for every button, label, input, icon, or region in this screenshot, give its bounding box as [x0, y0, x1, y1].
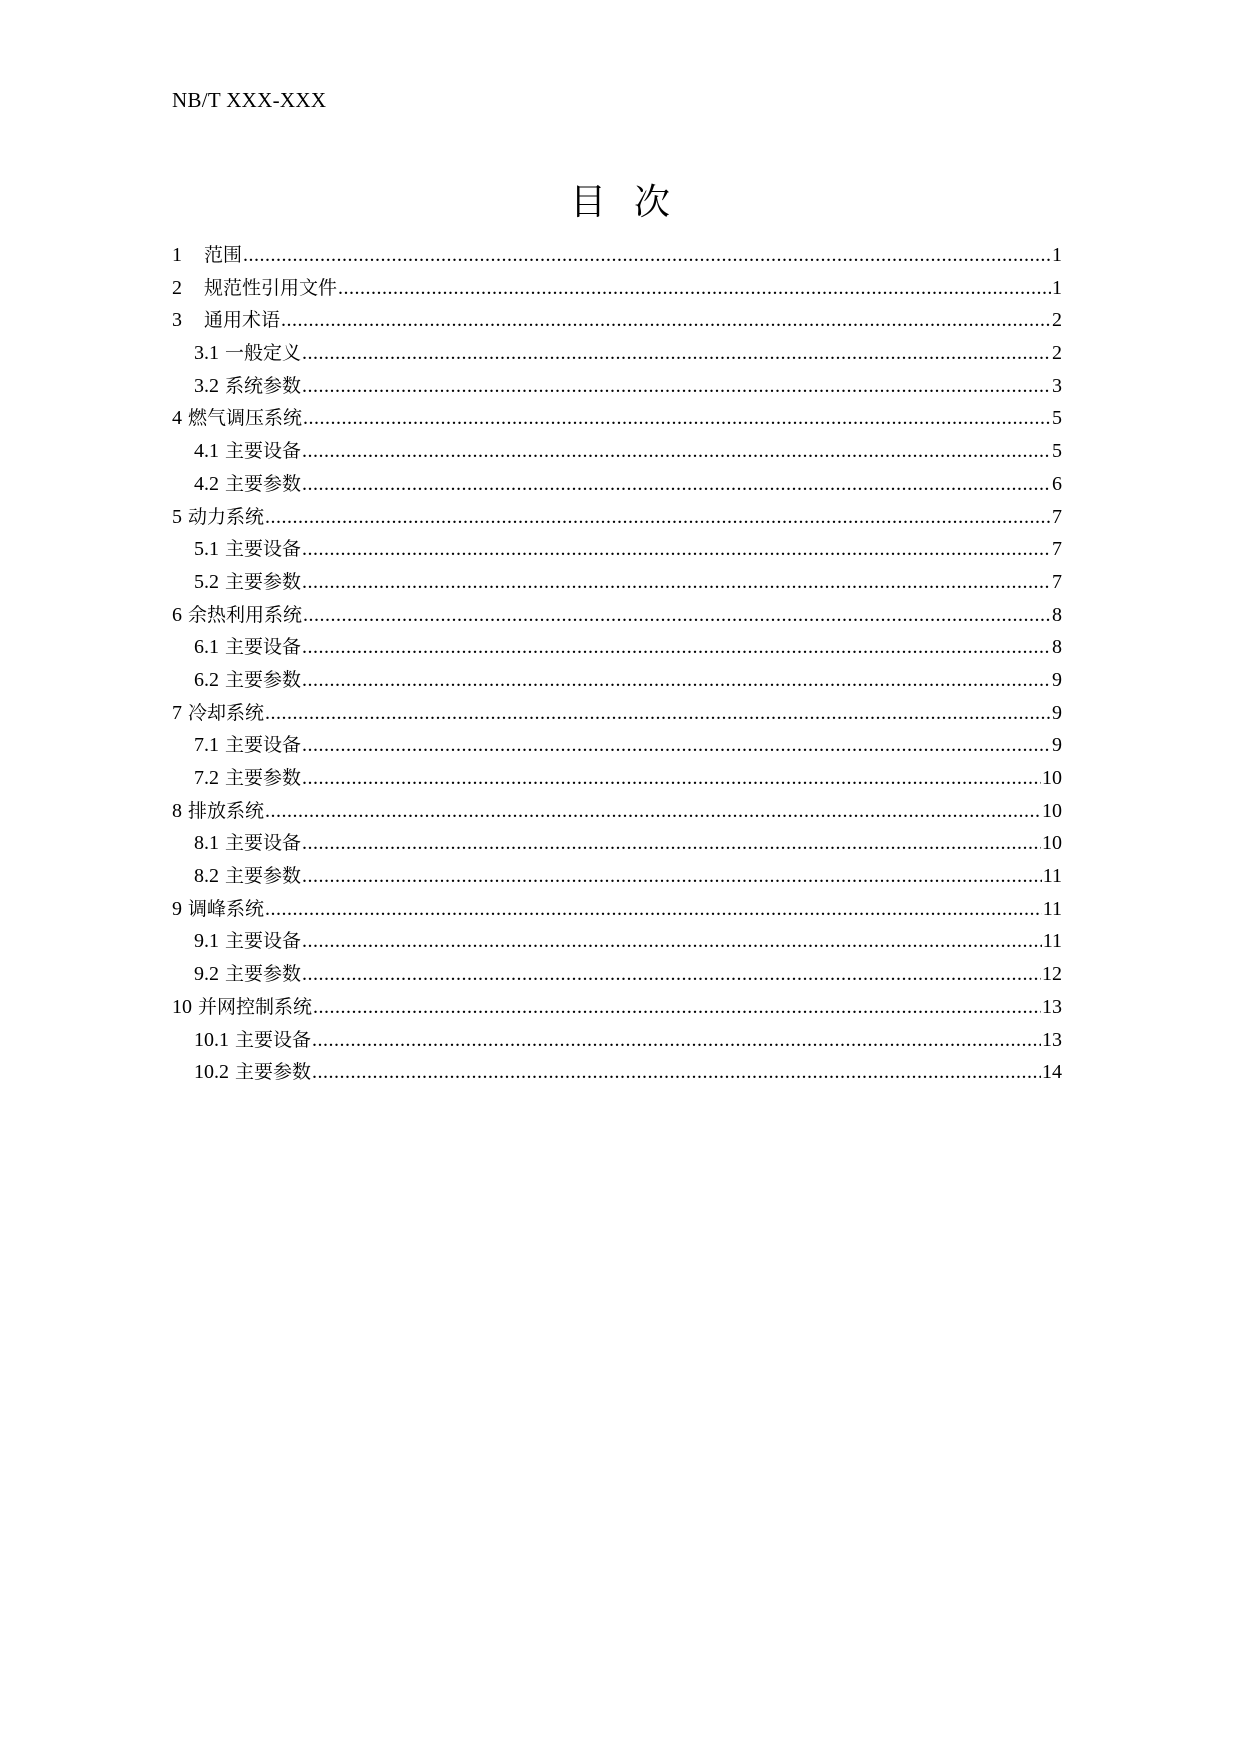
toc-entry-page-number: 2: [1052, 342, 1062, 365]
toc-dot-leader: [302, 762, 1041, 795]
toc-entry[interactable]: [172, 893, 1062, 926]
toc-entry-number: 6.1: [194, 636, 219, 659]
toc-entry-title: 燃气调压系统: [188, 407, 303, 430]
toc-entry-page-number: 13: [1042, 1028, 1062, 1051]
toc-entry-page-number: 5: [1052, 440, 1062, 463]
toc-entry-number: 8.1: [194, 832, 219, 855]
toc-entry[interactable]: [172, 239, 1062, 272]
toc-dot-leader: [302, 827, 1041, 860]
toc-entry-page-number: 1: [1052, 276, 1062, 299]
toc-entry-page-number: 2: [1052, 309, 1062, 332]
toc-dot-leader: [265, 893, 1042, 926]
toc-dot-leader: [303, 599, 1051, 632]
toc-entry[interactable]: [172, 729, 1062, 762]
toc-dot-leader: [302, 370, 1051, 403]
toc-entry-title: 一般定义: [225, 342, 302, 365]
toc-entry[interactable]: [172, 272, 1062, 305]
toc-entry-title: 排放系统: [188, 799, 265, 822]
toc-entry-page-number: 5: [1052, 407, 1062, 430]
toc-dot-leader: [338, 272, 1051, 305]
toc-entry-number: 8.2: [194, 865, 219, 888]
toc-entry[interactable]: [172, 402, 1062, 435]
toc-dot-leader: [302, 631, 1051, 664]
toc-entry[interactable]: [172, 370, 1062, 403]
toc-entry-page-number: 9: [1052, 734, 1062, 757]
toc-entry-page-number: 9: [1052, 701, 1062, 724]
toc-dot-leader: [281, 304, 1051, 337]
toc-entry-number: 4.1: [194, 440, 219, 463]
toc-entry[interactable]: [172, 566, 1062, 599]
toc-entry[interactable]: [172, 991, 1062, 1024]
toc-entry[interactable]: [172, 664, 1062, 697]
toc-entry-title: 系统参数: [225, 374, 302, 397]
toc-entry-number: 7: [172, 701, 182, 724]
toc-entry[interactable]: [172, 795, 1062, 828]
toc-entry-page-number: 8: [1052, 603, 1062, 626]
toc-entry[interactable]: [172, 860, 1062, 893]
toc-dot-leader: [265, 697, 1051, 730]
toc-entry-number: 9.2: [194, 963, 219, 986]
toc-entry-title: 冷却系统: [188, 701, 265, 724]
toc-entry-number: 2: [172, 276, 182, 299]
toc-entry-number: 7.1: [194, 734, 219, 757]
toc-entry-number: 5: [172, 505, 182, 528]
toc-entry-title: 余热利用系统: [188, 603, 303, 626]
toc-dot-leader: [243, 239, 1051, 272]
toc-entry-number: 5.2: [194, 570, 219, 593]
toc-entry-title: 并网控制系统: [198, 995, 313, 1018]
toc-entry-title: 主要设备: [225, 440, 302, 463]
toc-entry-title: 主要设备: [225, 930, 302, 953]
toc-dot-leader: [302, 468, 1051, 501]
toc-entry-title: 调峰系统: [188, 897, 265, 920]
toc-entry-page-number: 13: [1042, 995, 1062, 1018]
toc-dot-leader: [302, 729, 1051, 762]
toc-entry[interactable]: [172, 435, 1062, 468]
toc-dot-leader: [313, 991, 1041, 1024]
toc-entry[interactable]: [172, 501, 1062, 534]
toc-entry-title: 主要设备: [225, 832, 302, 855]
toc-entry-title: 主要参数: [235, 1061, 312, 1084]
toc-entry-title: 主要参数: [225, 963, 302, 986]
toc-entry[interactable]: [172, 827, 1062, 860]
toc-entry-number: 9.1: [194, 930, 219, 953]
toc-entry-page-number: 6: [1052, 472, 1062, 495]
toc-dot-leader: [303, 402, 1051, 435]
toc-entry-title: 通用术语: [204, 309, 281, 332]
toc-dot-leader: [312, 1056, 1041, 1089]
toc-entry-title: 主要设备: [225, 538, 302, 561]
toc-entry-number: 10.2: [194, 1061, 229, 1084]
toc-entry-number: 6: [172, 603, 182, 626]
toc-entry-title: 主要参数: [225, 767, 302, 789]
toc-entry-number: 5.1: [194, 538, 219, 561]
toc-entry[interactable]: [172, 533, 1062, 566]
toc-entry[interactable]: [172, 925, 1062, 958]
toc-entry-number: 7.2: [194, 767, 219, 789]
toc-entry-number: 3: [172, 309, 182, 332]
toc-entry-page-number: 7: [1052, 538, 1062, 561]
toc-entry-page-number: 11: [1042, 865, 1062, 888]
toc-entry[interactable]: [172, 468, 1062, 501]
toc-dot-leader: [302, 435, 1051, 468]
toc-dot-leader: [265, 501, 1051, 534]
toc-entry-title: 规范性引用文件: [204, 276, 338, 299]
toc-entry[interactable]: [172, 599, 1062, 632]
toc-entry-page-number: 9: [1052, 668, 1062, 691]
toc-entry-page-number: 12: [1042, 963, 1062, 986]
toc-entry-title: 动力系统: [188, 505, 265, 528]
document-code: NB/T XXX-XXX: [172, 88, 327, 112]
toc-dot-leader: [302, 958, 1041, 991]
toc-entry[interactable]: [172, 631, 1062, 664]
toc-dot-leader: [302, 566, 1051, 599]
toc-dot-leader: [302, 533, 1051, 566]
toc-entry-page-number: 7: [1052, 505, 1062, 528]
toc-dot-leader: [302, 664, 1051, 697]
toc-entry[interactable]: [172, 958, 1062, 991]
toc-entry-title: 主要参数: [225, 570, 302, 593]
toc-title: 目次: [569, 182, 698, 223]
toc-entry-page-number: 8: [1052, 636, 1062, 659]
toc-entry[interactable]: [172, 304, 1062, 337]
toc-entry-title: 主要参数: [225, 472, 302, 495]
toc-entry-page-number: 11: [1042, 930, 1062, 953]
toc-entry-title: 主要参数: [225, 865, 302, 888]
toc-dot-leader: [312, 1024, 1041, 1057]
toc-entry-number: 6.2: [194, 668, 219, 691]
toc-entry-page-number: 11: [1042, 897, 1062, 920]
toc-entry-page-number: 7: [1052, 570, 1062, 593]
toc-entry[interactable]: [172, 1056, 1062, 1089]
toc-entry-number: 4.2: [194, 472, 219, 495]
toc-entry-number: 8: [172, 799, 182, 822]
toc-entry-number: 10.1: [194, 1028, 229, 1051]
toc-entry[interactable]: [172, 762, 1062, 795]
toc-entry-number: 9: [172, 897, 182, 920]
toc-entry[interactable]: [172, 337, 1062, 370]
toc-entry-number: 4: [172, 407, 182, 430]
toc-entry-page-number: 3: [1052, 374, 1062, 397]
toc-entry-page-number: 1: [1052, 244, 1062, 266]
toc-entry-title: 主要参数: [225, 668, 302, 691]
toc-entry-number: 3.2: [194, 374, 219, 397]
toc-dot-leader: [302, 860, 1042, 893]
toc-entry-number: 10: [172, 995, 192, 1018]
toc-entry-title: 主要设备: [225, 734, 302, 757]
toc-entry-page-number: 14: [1042, 1061, 1062, 1084]
toc-entry-page-number: 10: [1042, 832, 1062, 855]
toc-entry-page-number: 10: [1042, 799, 1062, 822]
toc-entry[interactable]: [172, 1024, 1062, 1057]
toc-entry-number: 3.1: [194, 342, 219, 365]
toc-entry-page-number: 10: [1042, 767, 1062, 789]
toc-entry-title: 主要设备: [235, 1028, 312, 1051]
toc-dot-leader: [265, 795, 1041, 828]
toc-dot-leader: [302, 337, 1051, 370]
toc-dot-leader: [302, 925, 1042, 958]
table-of-contents: [172, 239, 1062, 1089]
toc-entry-title: 范围: [204, 244, 243, 266]
toc-entry[interactable]: [172, 697, 1062, 730]
toc-entry-title: 主要设备: [225, 636, 302, 659]
toc-entry-number: 1: [172, 244, 182, 266]
